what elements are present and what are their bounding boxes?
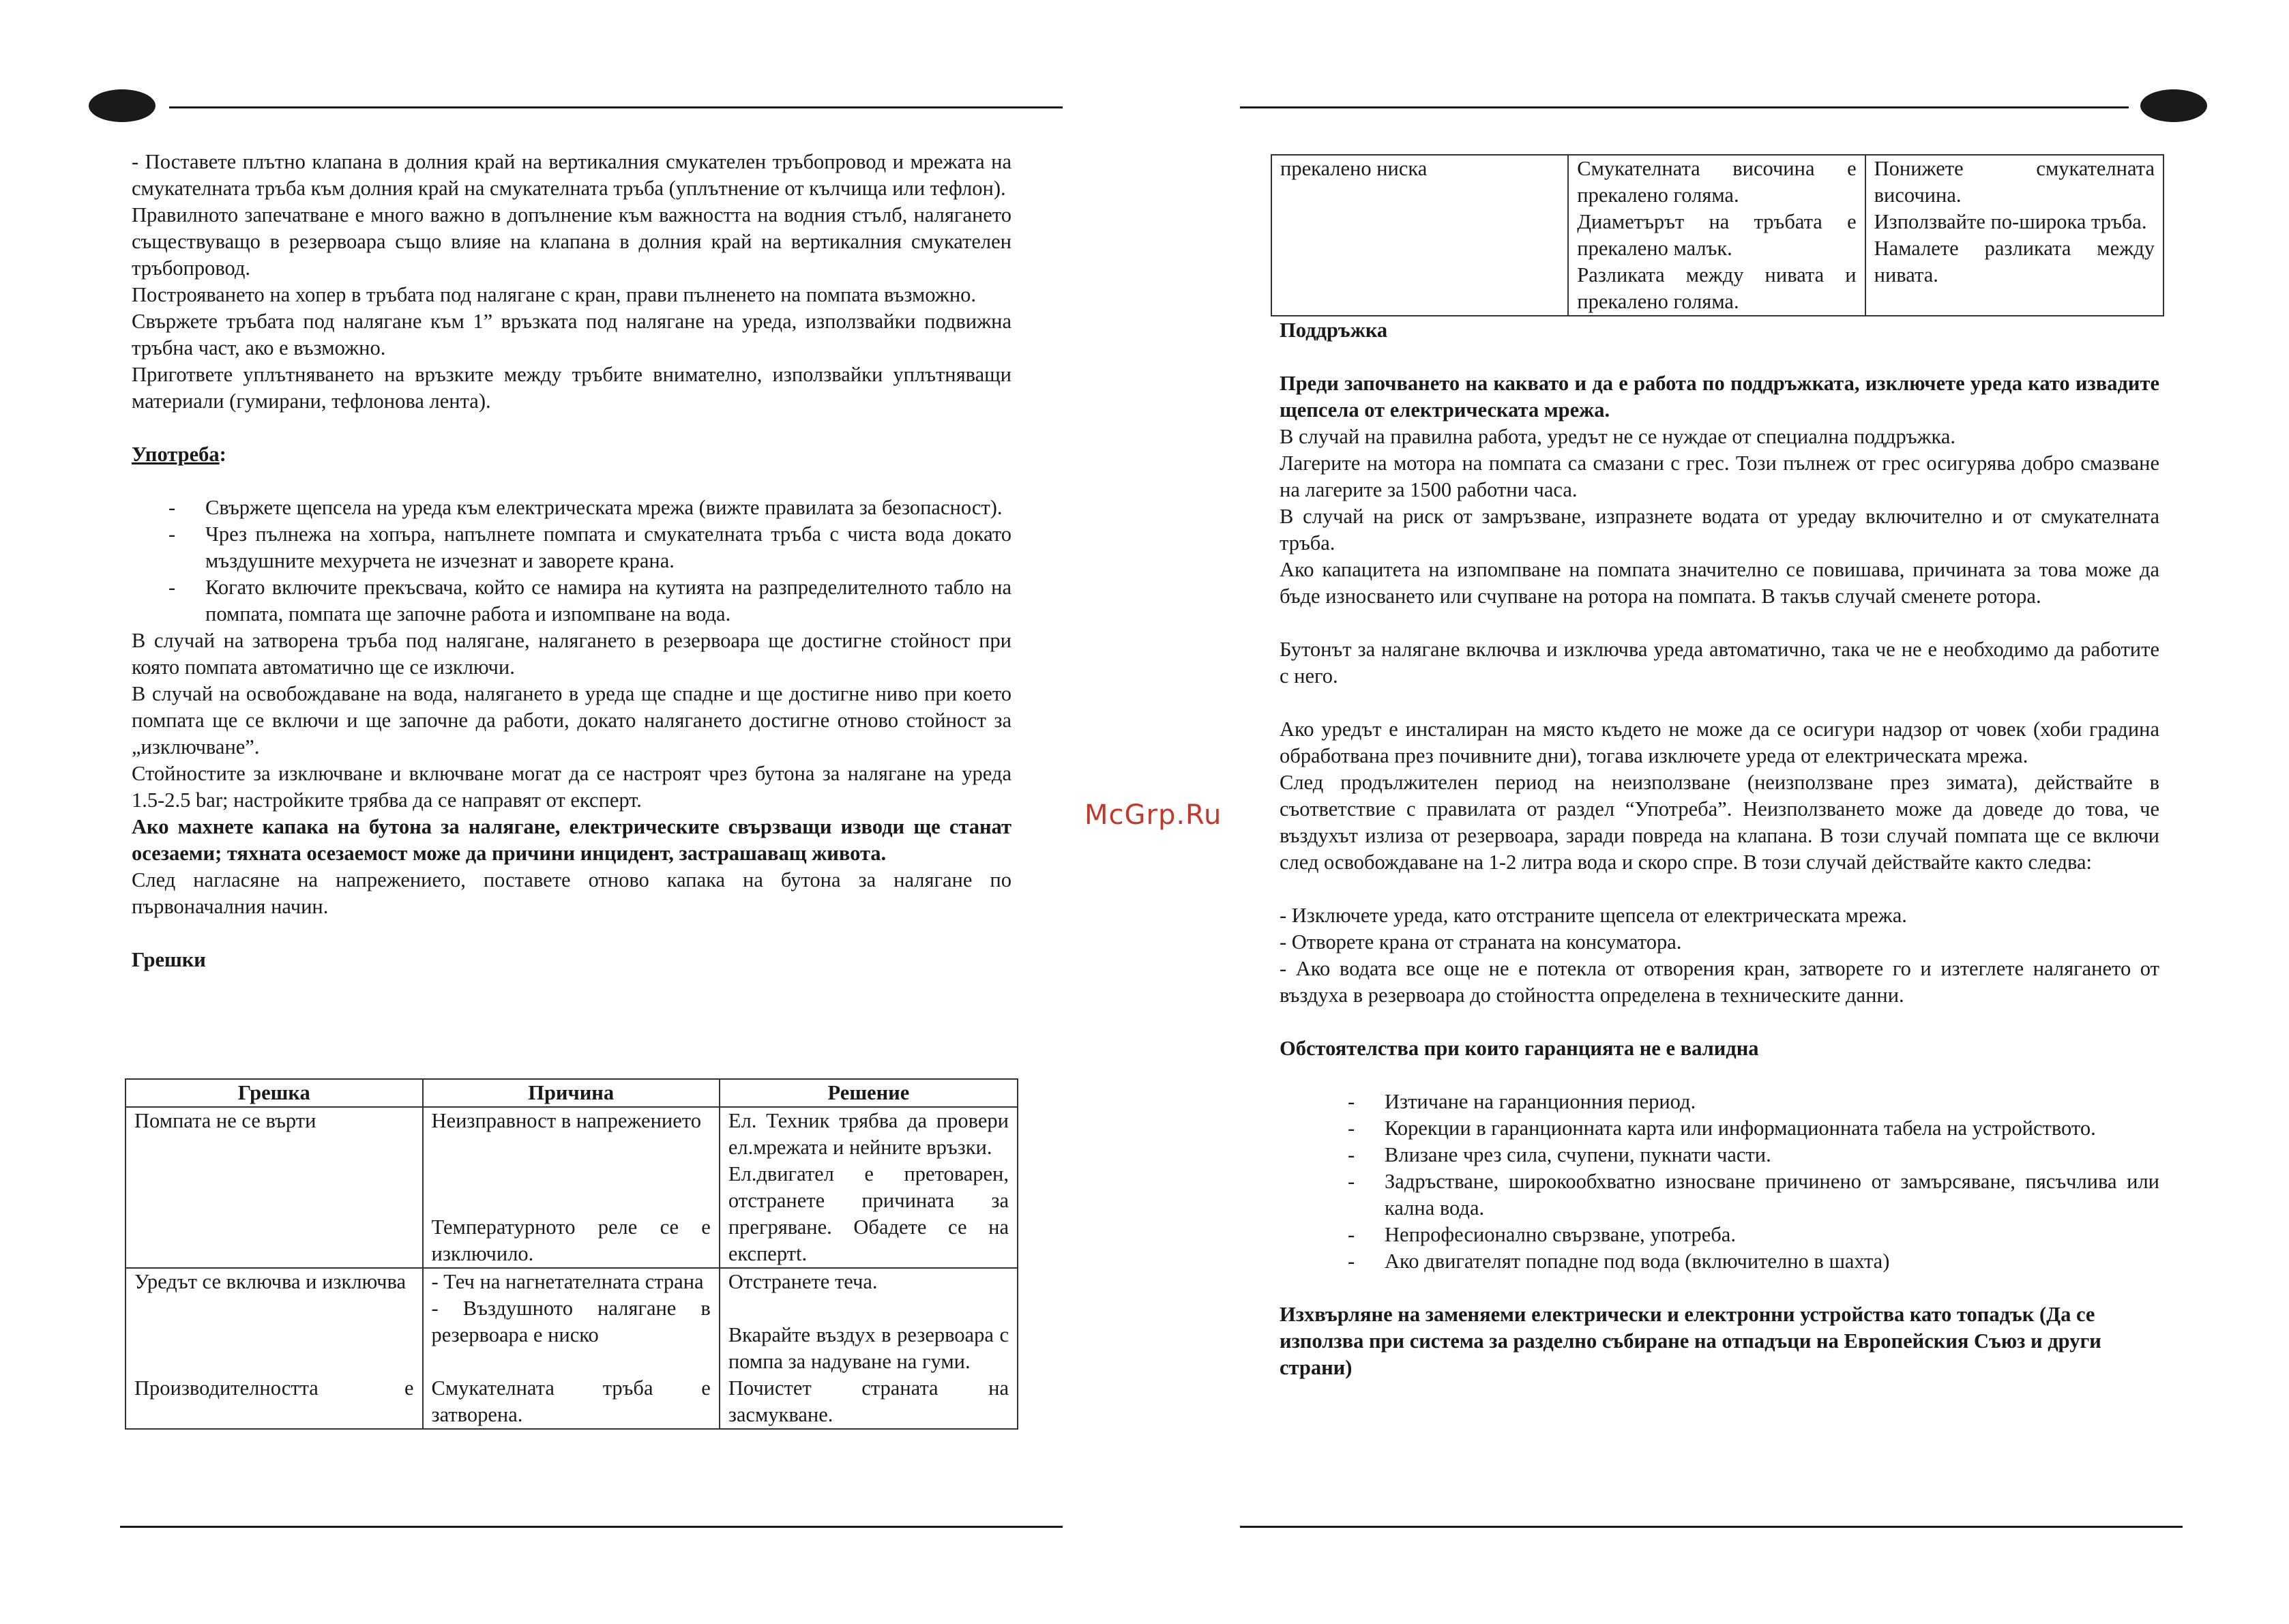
maintenance-paragraph: В случай на правилна работа, уредът не се нуждае от специална поддръжка.: [1280, 425, 1956, 448]
warranty-heading: Обстоятелства при които гаранцията не е валидна: [1280, 1037, 1759, 1060]
maintenance-paragraph: След продължителен период на неизползване (неизползване през зимата), действайте в съответствие с правилата от раздел “Употреба”. Неизползването може да доведе до това, че въздухът излиза от резервоара, заради повреда на клапана. В този случай помпата ще се включи след освобождаване на 1-2 литра вода и скоро спре. В този случай действайте както следва:: [1280, 771, 2159, 874]
maintenance-step: - Отворете крана от страната на консуматора.: [1280, 930, 1682, 954]
table-header-cell: Решение: [720, 1079, 1018, 1107]
usage-bullet: - Чрез пълнежа на хопъра, напълнете помпата и смукателната тръба с чиста вода докато мъздушните мехурчета не изчезнат и заворете крана.: [168, 522, 1011, 572]
bottom-rule-right: [1240, 1526, 2183, 1528]
safety-warning: Ако махнете капака на бутона за налягане, електрическите свързващи изводи ще станат осезаеми; тяхната осезаемост може да причини инцидент, застрашаващ живота.: [132, 815, 1011, 865]
cause-cell: Неизправност в напрежението Температурното реле се е изключило.: [423, 1107, 720, 1268]
maintenance-paragraph: В случай на риск от замръзване, изпразнете водата от уредау включително и от смукателната тръба.: [1280, 505, 2159, 555]
table-row: [125, 1107, 1018, 1268]
page-marker-left: [89, 89, 156, 122]
usage-paragraph: Стойностите за изключване и включване могат да се настроят чрез бутона за налягане на уреда 1.5-2.5 bar; настройките трябва да се направят от експерт.: [132, 762, 1011, 812]
intro-paragraph: Правилното запечатване е много важно в допълнение към важността на водния стълб, налягането съществуващо в резервоара също влияе на клапана в долния край на вертикалния смукателен тръбопровод.: [132, 203, 1011, 280]
table-header-cell: Грешка: [125, 1079, 423, 1107]
table-row: [1271, 155, 2164, 316]
cause-cell: - Теч на нагнетателната страна - Въздушното налягане в резервоара е ниско Смукателната тръба е затворена.: [423, 1268, 720, 1429]
maintenance-step: - Изключете уреда, като отстраните щепсела от електрическата мрежа.: [1280, 904, 1907, 927]
fault-cell: Уредът се включва и изключва Производителността е: [125, 1268, 423, 1429]
maintenance-warning: Преди започването на каквато и да е работа по поддръжката, изключете уреда като извадите щепсела от електрическата мрежа.: [1280, 372, 2159, 422]
usage-heading: Употреба:: [132, 443, 226, 466]
solution-cell: Ел. Техник трябва да провери ел.мрежата и нейните връзки. Ел.двигател е претоварен, отстранете причината за прегряване. Обадете се на експертt.: [720, 1107, 1018, 1268]
intro-paragraph: Построяването на хопер в тръбата под налягане с кран, прави пълненето на помпата възможно.: [132, 283, 977, 306]
table-header-cell: Причина: [423, 1079, 720, 1107]
left-text-block: [132, 149, 1011, 973]
warranty-bullet: - Изтичане на гаранционния период.: [1348, 1090, 1696, 1113]
maintenance-paragraph: Ако уредът е инсталиран на място където не може да се осигури надзор от човек (хоби градина обработвана през почивните дни), тогава изключете уреда от електрическата мрежа.: [1280, 718, 2159, 767]
warranty-bullet: - Непрофесионално свързване, употреба.: [1348, 1223, 1736, 1246]
warranty-bullet: - Задръстване, широкообхватно износване причинено от замърсяване, пясъчлива или кална вода.: [1348, 1170, 2159, 1220]
top-rule-left: [169, 106, 1063, 108]
solution-cell: Отстранете теча. Вкарайте въздух в резервоара с помпа за надуване на гуми. Почистет страната на засмукване.: [720, 1268, 1018, 1429]
fault-cell: Помпата не се върти: [125, 1107, 423, 1268]
intro-paragraph: - Поставете плътно клапана в долния край на вертикалния смукателен тръбопровод и мрежата на смукателната тръба към долния край на смукателната тръба (уплътнение от кълчища или тефлон).: [132, 150, 1011, 200]
maintenance-heading: Поддръжка: [1280, 319, 1388, 342]
table-row: [125, 1268, 1018, 1429]
usage-bullet: - Свържете щепсела на уреда към електрическата мрежа (вижте правилата за безопасност).: [168, 496, 1003, 519]
bottom-rule-left: [120, 1526, 1063, 1528]
page-marker-right: [2140, 89, 2207, 122]
warranty-bullet: - Влизане чрез сила, счупени, пукнати части.: [1348, 1143, 1771, 1166]
warranty-bullet: - Корекции в гаранционната карта или информационната табела на устройството.: [1348, 1117, 2096, 1140]
usage-bullet: - Когато включите прекъсвача, който се намира на кутията на разпределителното табло на помпата, помпата ще започне работа и изпомпване на вода.: [168, 576, 1011, 625]
table-header-row: [125, 1079, 1018, 1107]
disposal-heading: Изхвърляне на заменяеми електрически и електронни устройства като топадък (Да се използва при система за разделно събиране на отпадъци на Европейския Съюз и други страни): [1280, 1303, 2101, 1379]
top-rule-right: [1240, 106, 2129, 108]
intro-paragraph: Пригответе уплътняването на връзките между тръбите внимателно, използвайки уплътняващи материали (гумирани, тефлонова лента).: [132, 363, 1011, 413]
maintenance-paragraph: Бутонът за налягане включва и изключва уреда автоматично, така че не е необходимо да работите с него.: [1280, 638, 2159, 688]
usage-paragraph: В случай на затворена тръба под налягане, налягането в резервоара ще достигне стойност при която помпата автоматично ще се изключи.: [132, 629, 1011, 679]
maintenance-paragraph: Ако капацитета на изпомпване на помпата значително се повишава, причината за това може да бъде износването или счупване на ротора на помпата. В такъв случай сменете ротора.: [1280, 558, 2159, 608]
usage-paragraph: В случай на освобождаване на вода, налягането в уреда ще спадне и ще достигне ниво при което помпата ще се включи и ще започне да работи, докато налягането достигне отново стойност за „изключване”.: [132, 682, 1011, 758]
maintenance-step: - Ако водата все още не е потекла от отворения кран, затворете го и изтеглете налягането от въздуха в резервоара до стойността определена в техническите данни.: [1280, 957, 2159, 1007]
cause-cell: Смукателната височина е прекалено голяма. Диаметърът на тръбата е прекалено малък. Разликата между нивата и прекалено голяма.: [1568, 155, 1865, 316]
intro-paragraph: Свържете тръбата под налягане към 1” връзката под налягане на уреда, използвайки подвижна тръбна част, ако е възможно.: [132, 310, 1011, 359]
maintenance-paragraph: Лагерите на мотора на помпата са смазани с грес. Този пълнеж от грес осигурява добро смазване на лагерите за 1500 работни часа.: [1280, 452, 2159, 501]
errors-heading: Грешки: [132, 948, 206, 971]
right-text-block: [1280, 317, 2159, 1381]
fault-cell: прекалено ниска: [1271, 155, 1568, 316]
errors-table-continued: [1271, 154, 2164, 316]
errors-table: [125, 1078, 1018, 1430]
usage-paragraph: След нагласяне на напрежението, поставете отново капака на бутона за налягане по първоначалния начин.: [132, 868, 1011, 918]
watermark-text: McGrp.Ru: [1084, 799, 1222, 831]
solution-cell: Понижете смукателната височина. Използвайте по-широка тръба. Намалете разликата между нивата.: [1865, 155, 2164, 316]
warranty-bullet: - Ако двигателят попадне под вода (включително в шахта): [1348, 1250, 1890, 1273]
